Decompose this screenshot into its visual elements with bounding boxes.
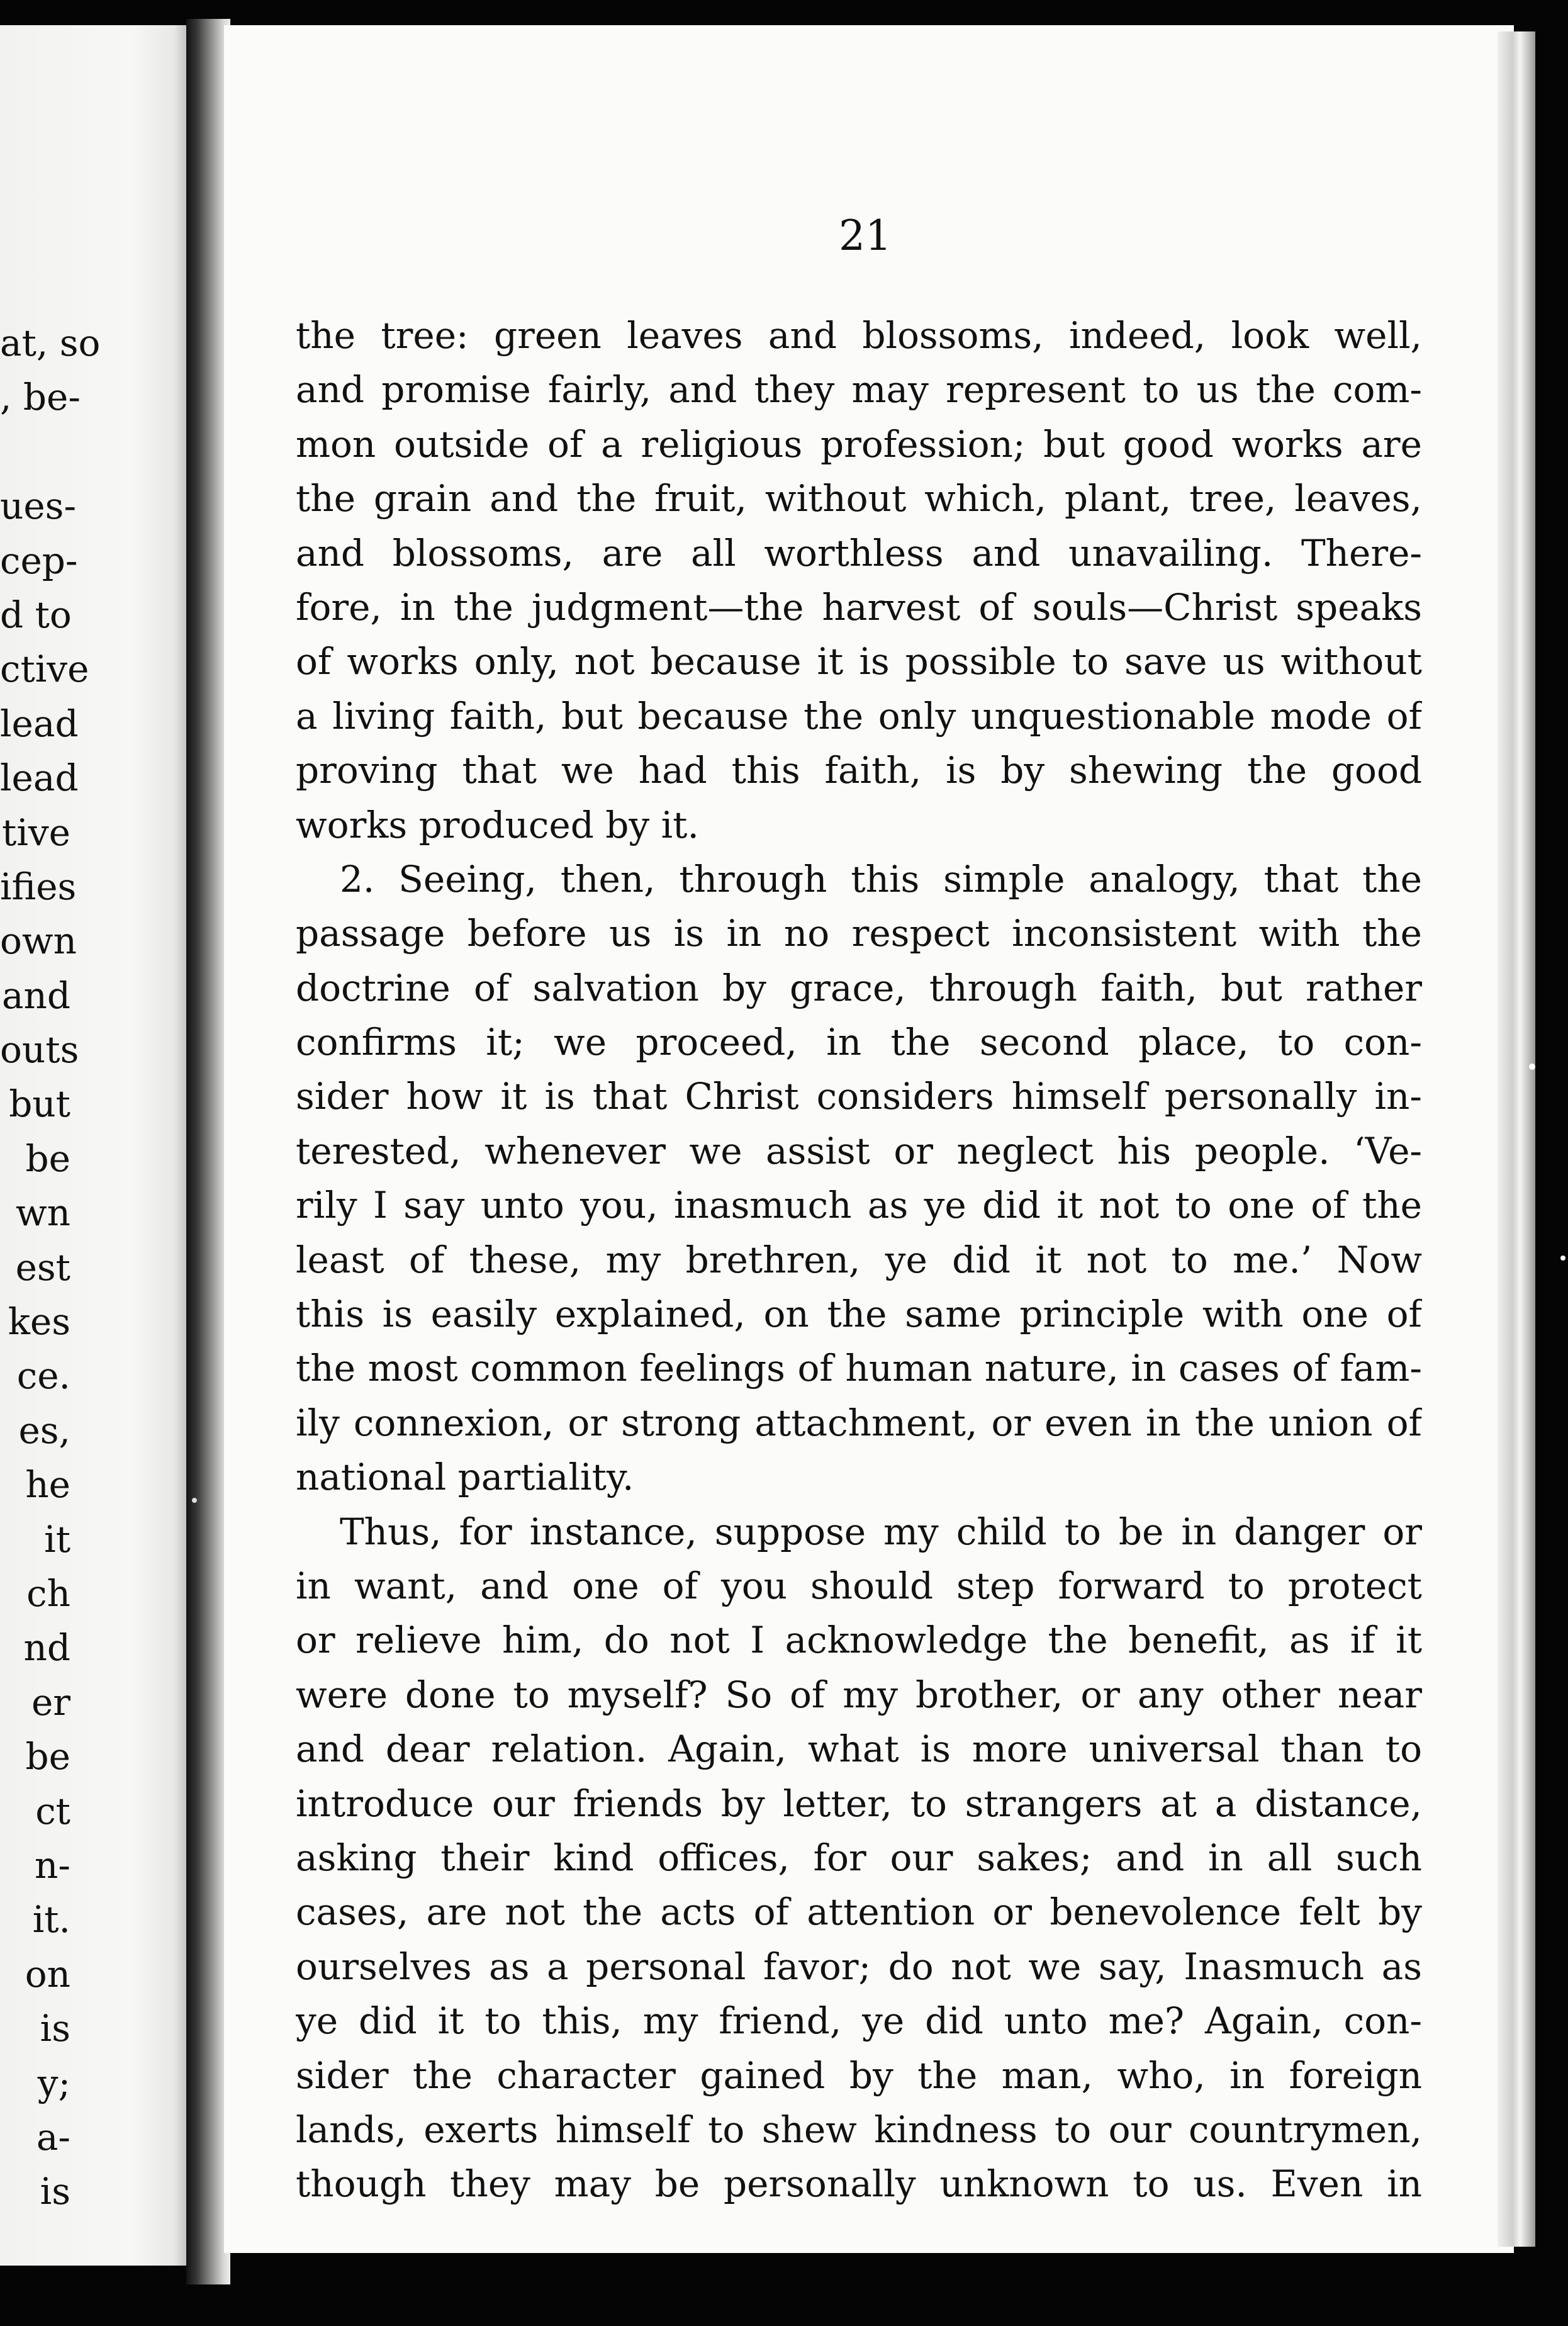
fragment-line: er	[31, 1680, 70, 1724]
text-line: proving that we had this faith, is by shewing the good	[296, 749, 1422, 792]
text-line: of works only, not because it is possible to save us without	[296, 640, 1422, 683]
fragment-line: a-	[36, 2115, 70, 2159]
fragment-line: ch	[26, 1571, 70, 1615]
text-line: or relieve him, do not I acknowledge the benefit, as if it	[296, 1619, 1422, 1662]
fragment-line: nd	[23, 1626, 70, 1670]
fragment-line: , be-	[0, 376, 81, 419]
text-line: and promise fairly, and they may represent to us the com-	[296, 368, 1422, 412]
text-line: doctrine of salvation by grace, through faith, but rather	[296, 966, 1422, 1009]
text-line: introduce our friends by letter, to strangers at a distance,	[296, 1782, 1422, 1825]
text-line: mon outside of a religious profession; but good works are	[296, 422, 1422, 466]
fragment-line: is	[40, 2170, 70, 2213]
text-line: this is easily explained, on the same principle with one of	[296, 1293, 1422, 1336]
fragment-line: be	[25, 1137, 70, 1180]
page-body-text	[296, 308, 1422, 2211]
fragment-line: wn	[16, 1191, 70, 1235]
text-line: ily connexion, or strong attachment, or even in the union of	[296, 1401, 1422, 1444]
fragment-line: at, so	[0, 322, 101, 364]
facing-page-left	[0, 25, 189, 2266]
fragment-line: and	[1, 974, 70, 1017]
text-line: in want, and one of you should step forward to protect	[296, 1564, 1422, 1607]
text-line: and dear relation. Again, what is more universal than to	[296, 1728, 1422, 1771]
text-line: ourselves as a personal favor; do not we say, Inasmuch as	[296, 1945, 1422, 1988]
text-line: passage before us is in no respect inconsistent with the	[296, 912, 1422, 955]
fragment-line: lead	[0, 756, 79, 800]
fragment-line: cep-	[0, 539, 78, 582]
fragment-line: y;	[37, 2061, 70, 2104]
text-line: sider how it is that Christ considers himself personally in-	[296, 1075, 1422, 1118]
text-line: the grain and the fruit, without which, plant, tree, leaves,	[296, 477, 1422, 520]
fragment-line: it.	[32, 1898, 70, 1941]
fragment-line: ifies	[0, 865, 77, 908]
text-line: sider the character gained by the man, who, in foreign	[296, 2054, 1422, 2097]
fragment-line: es,	[18, 1408, 70, 1452]
fragment-line: kes	[8, 1300, 70, 1344]
text-line: asking their kind offices, for our sakes; and in all such	[296, 1836, 1422, 1879]
text-line: terested, whenever we assist or neglect his people. ‘Ve-	[296, 1129, 1422, 1172]
text-line: were done to myself? So of my brother, or any other near	[296, 1673, 1422, 1716]
facing-page-text-fragments	[0, 316, 101, 2219]
fragment-line: tive	[2, 811, 70, 854]
text-line: the tree: green leaves and blossoms, indeed, look well,	[296, 314, 1422, 357]
page-edge-shadow	[1498, 31, 1535, 2247]
text-line: lands, exerts himself to shew kindness to our countrymen,	[296, 2108, 1422, 2151]
fragment-line: ct	[35, 1789, 70, 1833]
fragment-line: is	[40, 2007, 70, 2050]
text-line: rily I say unto you, inasmuch as ye did it not to one of the	[296, 1184, 1422, 1227]
text-line: Thus, for instance, suppose my child to be in danger or	[340, 1510, 1422, 1553]
text-line: ye did it to this, my friend, ye did unto me? Again, con-	[296, 1999, 1422, 2043]
fragment-line: ues-	[0, 485, 77, 528]
fragment-line: d to	[0, 593, 72, 636]
fragment-line: but	[9, 1082, 70, 1126]
fragment-line: on	[25, 1952, 70, 1996]
page-number: 21	[839, 211, 892, 260]
fragment-line: it	[44, 1517, 70, 1561]
fragment-line: est	[15, 1245, 70, 1289]
text-line: national partiality.	[296, 1456, 634, 1499]
text-line: fore, in the judgment—the harvest of souls—Christ speaks	[296, 585, 1422, 629]
scan-speck	[1529, 1064, 1535, 1070]
fragment-line	[0, 425, 70, 479]
fragment-line: n-	[35, 1843, 70, 1887]
text-line: and blossoms, are all worthless and unavailing. There-	[296, 531, 1422, 575]
text-line: confirms it; we proceed, in the second place, to con-	[296, 1021, 1422, 1064]
text-line: the most common feelings of human nature, in cases of fam-	[296, 1347, 1422, 1390]
text-line: though they may be personally unknown to us. Even in	[296, 2162, 1422, 2206]
fragment-line: outs	[0, 1028, 79, 1072]
scan-speck	[1560, 1256, 1565, 1261]
text-line: a living faith, but because the only unquestionable mode of	[296, 694, 1422, 738]
fragment-line: ce.	[16, 1354, 70, 1398]
text-line: least of these, my brethren, ye did it not to me.’ Now	[296, 1238, 1422, 1281]
text-line: cases, are not the acts of attention or benevolence felt by	[296, 1891, 1422, 1934]
text-line: 2. Seeing, then, through this simple analogy, that the	[340, 857, 1422, 901]
text-line: works produced by it.	[296, 803, 699, 846]
fragment-line: be	[25, 1735, 70, 1778]
fragment-line: he	[25, 1463, 70, 1507]
scan-speck	[192, 1498, 197, 1503]
fragment-line: own	[0, 919, 77, 963]
fragment-line: lead	[0, 702, 79, 745]
fragment-line: ctive	[0, 648, 89, 691]
